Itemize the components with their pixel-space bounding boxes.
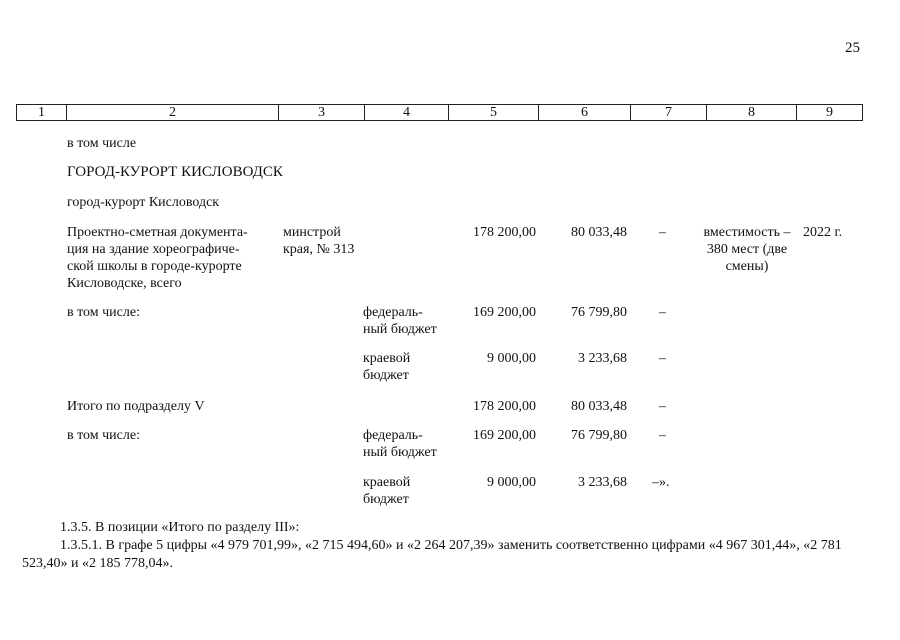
federal-budget-label: федераль-ный бюджет (363, 428, 437, 460)
column-number-6: 6 (539, 105, 631, 121)
regional-col7: – (659, 351, 666, 366)
federal-col6: 76 799,80 (571, 428, 627, 443)
federal-col7: – (659, 428, 666, 443)
column-number-1: 1 (17, 105, 67, 121)
project-col7: – (659, 225, 666, 240)
column-number-5: 5 (449, 105, 539, 121)
column-number-row (16, 104, 863, 121)
project-ministry: минстрой края, № 313 (283, 225, 355, 257)
column-number-2: 2 (67, 105, 279, 121)
regional-col7: –». (652, 475, 670, 490)
regional-budget-label: краевой бюджет (363, 351, 411, 383)
project-name-line: Кисловодске, всего (67, 276, 182, 291)
project-capacity: вместимость – 380 мест (две смены) (703, 225, 791, 274)
project-name (67, 224, 273, 292)
column-number-4: 4 (365, 105, 449, 121)
federal-col5: 169 200,00 (473, 305, 536, 320)
breakdown-label: в том числе: (67, 428, 140, 443)
regional-budget-label: краевой бюджет (363, 475, 411, 507)
subtotal-col5: 178 200,00 (473, 399, 536, 414)
federal-col5: 169 200,00 (473, 428, 536, 443)
regional-col6: 3 233,68 (578, 351, 627, 366)
municipality-label: город-курорт Кисловодск (67, 195, 220, 210)
regional-col5: 9 000,00 (487, 475, 536, 490)
page-number: 25 (845, 40, 860, 56)
project-name-line: Проектно-сметная документа- (67, 225, 248, 240)
federal-col7: – (659, 305, 666, 320)
federal-budget-label: федераль-ный бюджет (363, 305, 437, 337)
project-col6: 80 033,48 (571, 225, 627, 240)
regional-col5: 9 000,00 (487, 351, 536, 366)
regional-col6: 3 233,68 (578, 475, 627, 490)
subtotal-col7: – (659, 399, 666, 414)
region-heading: ГОРОД-КУРОРТ КИСЛОВОДСК (67, 164, 283, 180)
project-year: 2022 г. (803, 225, 843, 240)
project-name-line: ция на здание хореографиче- (67, 242, 240, 257)
column-number-3: 3 (279, 105, 365, 121)
subtotal-label: Итого по подразделу V (67, 399, 205, 414)
in-number-label: в том числе (67, 136, 137, 151)
paragraph-1-3-5-1: 1.3.5.1. В графе 5 цифры «4 979 701,99», «2 715 494,60» и «2 264 207,39» заменить соответственно цифрами «4 967 301,44», «2 781 523,40» и «2 185 778,04». (22, 538, 842, 571)
column-number-9: 9 (797, 105, 863, 121)
column-number-7: 7 (631, 105, 707, 121)
subtotal-col6: 80 033,48 (571, 399, 627, 414)
project-col5: 178 200,00 (473, 225, 536, 240)
project-name-line: ской школы в городе-курорте (67, 259, 242, 274)
breakdown-label: в том числе: (67, 305, 140, 320)
column-number-8: 8 (707, 105, 797, 121)
paragraph-1-3-5: 1.3.5. В позиции «Итого по разделу III»: (60, 520, 300, 535)
federal-col6: 76 799,80 (571, 305, 627, 320)
